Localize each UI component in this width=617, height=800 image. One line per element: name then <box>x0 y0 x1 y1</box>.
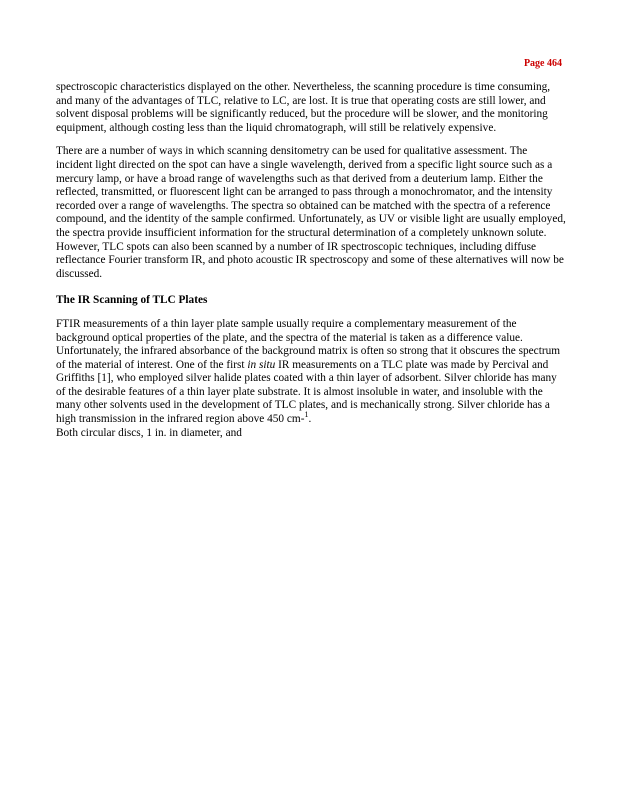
paragraph-ftir <box>56 318 566 427</box>
ftir-italic-in-situ: in situ <box>247 358 276 371</box>
page-number: Page 464 <box>523 58 562 69</box>
paragraph-scanning-cost: spectroscopic characteristics displayed on the other. Nevertheless, the scanning procedure is time consuming, and many of the advantages of TLC, relative to LC, are lost. It is true that operating costs are still lower, and solvent disposal problems will be significantly reduced, but the procedure will be slower, and the monitoring equipment, although costing less than the liquid chromatograph, will still be relatively expensive. <box>56 81 551 134</box>
document-body <box>56 81 566 450</box>
ftir-text-part-2: IR measurements on a TLC plate was made by Percival and Griffiths [1], who employed silver halide plates coated with a thin layer of adsorbent. Silver chloride has many of the desirable features of a thin layer plate substrate. It is almost insoluble in water, and insoluble with the many other solvents used in the development of TLC plates, and is mechanically strong. Silver chloride has a high transmission in the infrared region above 450 cm- <box>56 358 557 426</box>
ftir-superscript: 1 <box>304 410 309 420</box>
ftir-text-part-3: . <box>308 413 312 426</box>
section-heading: The IR Scanning of TLC Plates <box>56 294 208 307</box>
ftir-text-part-1: FTIR measurements of a thin layer plate sample usually require a complementary measurement of the background optical properties of the plate, and the spectra of the material is taken as a difference value. Unfortunately, the infrared absorbance of the background matrix is often so strong that it obscures the spectrum of the material of interest. One of the first <box>56 317 561 371</box>
paragraph-circular-discs: Both circular discs, 1 in. in diameter, and <box>56 426 242 439</box>
paragraph-densitometry: There are a number of ways in which scanning densitometry can be used for qualitative assessment. The incident light directed on the spot can have a single wavelength, derived from a specific light source such as a mercury lamp, or have a broad range of wavelengths such as that derived from a deuterium lamp. Either the reflected, transmitted, or fluorescent light can be arranged to pass through a monochromator, and the intensity recorded over a range of wavelengths. The spectra so obtained can be matched with the spectra of a reference compound, and the identity of the sample confirmed. Unfortunately, as UV or visible light are usually employed, the spectra provide insufficient information for the structural determination of a completely unknown solute. However, TLC spots can also been scanned by a number of IR spectroscopic techniques, including diffuse reflectance Fourier transform IR, and photo acoustic IR spectroscopy and some of these alternatives will now be discussed. <box>56 145 566 280</box>
